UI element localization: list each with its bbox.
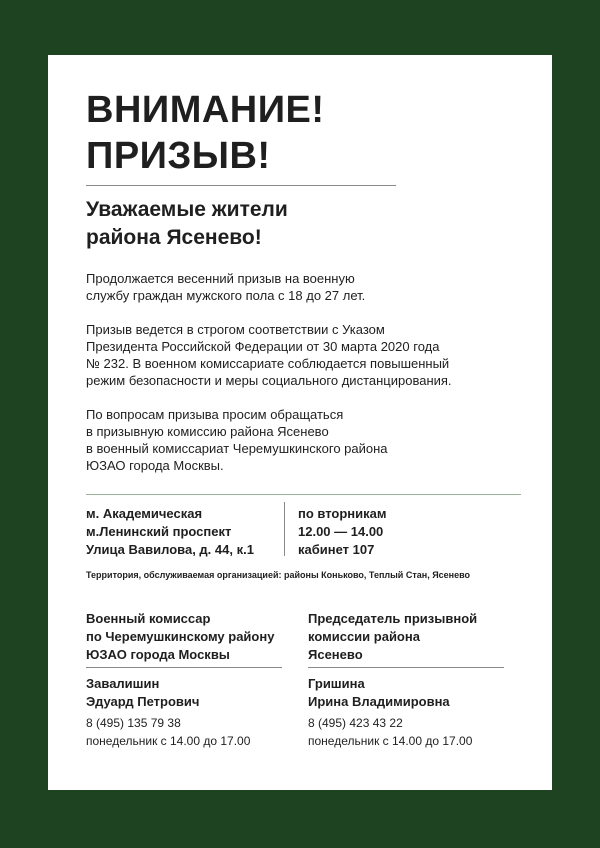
phone-number: 8 (495) 423 43 22 bbox=[308, 716, 403, 730]
position-line: ЮЗАО города Москвы bbox=[86, 647, 230, 662]
position-line: комиссии района bbox=[308, 629, 420, 644]
schedule-line: по вторникам bbox=[298, 506, 387, 521]
vertical-divider bbox=[284, 502, 285, 556]
position-line: Военный комиссар bbox=[86, 611, 211, 626]
paragraph-line: в военный комиссариат Черемушкинского района bbox=[86, 441, 388, 456]
position-line: Ясенево bbox=[308, 647, 363, 662]
paragraph-line: режим безопасности и меры социального дистанцирования. bbox=[86, 373, 452, 388]
name-line: Завалишин bbox=[86, 676, 160, 691]
office-hours: понедельник с 14.00 до 17.00 bbox=[86, 734, 251, 748]
name-line: Ирина Владимировна bbox=[308, 694, 450, 709]
paragraph-line: № 232. В военном комиссариате соблюдается повышенный bbox=[86, 356, 450, 371]
office-hours: понедельник с 14.00 до 17.00 bbox=[308, 734, 473, 748]
title-line: ПРИЗЫВ! bbox=[86, 135, 271, 177]
paragraph-line: в призывную комиссию района Ясенево bbox=[86, 424, 329, 439]
commission-chair-name bbox=[308, 675, 508, 711]
military-commissar-contact bbox=[86, 714, 286, 750]
territory-note: Территория, обслуживаемая организацией: районы Коньково, Теплый Стан, Ясенево bbox=[86, 570, 471, 580]
name-line: Эдуард Петрович bbox=[86, 694, 200, 709]
schedule-line: кабинет 107 bbox=[298, 542, 375, 557]
address-line: м.Ленинский проспект bbox=[86, 524, 232, 539]
left-column-divider bbox=[86, 667, 282, 668]
schedule-block bbox=[298, 505, 387, 559]
paragraph-contact-info bbox=[86, 406, 526, 474]
address-line: м. Академическая bbox=[86, 506, 203, 521]
paragraph-line: Продолжается весенний призыв на военную bbox=[86, 271, 355, 286]
notice-title bbox=[86, 87, 325, 179]
paragraph-line: ЮЗАО города Москвы. bbox=[86, 458, 224, 473]
greeting bbox=[86, 196, 288, 252]
paragraph-line: По вопросам призыва просим обращаться bbox=[86, 407, 344, 422]
paragraph-line: Призыв ведется в строгом соответствии с Указом bbox=[86, 322, 385, 337]
address-block bbox=[86, 505, 276, 559]
paragraph-line: службу граждан мужского пола с 18 до 27 лет. bbox=[86, 288, 366, 303]
paragraph-decree bbox=[86, 321, 526, 389]
commission-chair-contact bbox=[308, 714, 508, 750]
paragraph-line: Президента Российской Федерации от 30 марта 2020 года bbox=[86, 339, 440, 354]
notice-sheet bbox=[48, 55, 552, 790]
greeting-line: Уважаемые жители bbox=[86, 198, 288, 221]
position-line: по Черемушкинскому району bbox=[86, 629, 275, 644]
commission-chair-title bbox=[308, 610, 508, 664]
military-commissar-title bbox=[86, 610, 286, 664]
title-line: ВНИМАНИЕ! bbox=[86, 89, 325, 131]
greeting-line: района Ясенево! bbox=[86, 226, 262, 249]
address-line: Улица Вавилова, д. 44, к.1 bbox=[86, 542, 254, 557]
right-column-divider bbox=[308, 667, 504, 668]
title-divider bbox=[86, 185, 396, 186]
paragraph-conscription bbox=[86, 270, 526, 304]
military-commissar-name bbox=[86, 675, 286, 711]
schedule-line: 12.00 — 14.00 bbox=[298, 524, 384, 539]
position-line: Председатель призывной bbox=[308, 611, 478, 626]
address-divider bbox=[86, 494, 521, 495]
name-line: Гришина bbox=[308, 676, 365, 691]
phone-number: 8 (495) 135 79 38 bbox=[86, 716, 181, 730]
